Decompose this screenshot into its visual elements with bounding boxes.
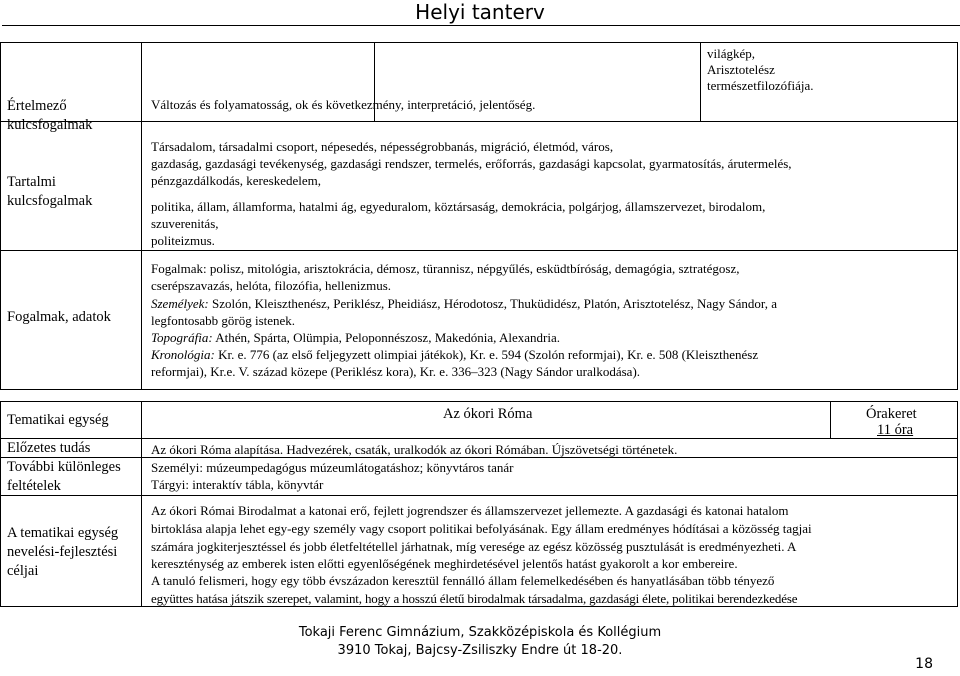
- table-border: [141, 42, 142, 390]
- table-border: [0, 389, 958, 390]
- kronologia-label: Kronológia:: [151, 347, 215, 362]
- label-fogalmak-adatok: Fogalmak, adatok: [7, 309, 111, 325]
- table-border: [0, 42, 1, 390]
- label-ertelmezo-kulcsfogalmak: Értelmező kulcsfogalmak: [7, 98, 93, 133]
- celok-line: együttes hatása játszik szerepet, valamint, hogy a hosszú életű birodalmak társadalma, gazdasági élete, politikai berendezkedése: [151, 591, 798, 606]
- table-border: [957, 401, 958, 607]
- table-border: [141, 401, 142, 607]
- footer-school-name: Tokaji Ferenc Gimnázium, Szakközépiskola és Kollégium: [298, 625, 662, 640]
- kronologia-text: Kr. e. 776 (az első feljegyzett olimpiai játékok), Kr. e. 594 (Szolón reformjai), Kr. e. 508 (Kleiszthenész: [214, 347, 759, 362]
- page-header-title: Helyi tanterv: [415, 0, 545, 24]
- tartalmi-line: pénzgazdálkodás, kereskedelem,: [151, 173, 322, 188]
- table-border: [0, 250, 958, 251]
- page-number: 18: [915, 656, 933, 672]
- celok-line: A tanuló felismeri, hogy egy több évszázadon keresztül fennálló állam felemelkedésében és hanyatlásában több tényező: [151, 573, 775, 588]
- table-border: [0, 42, 958, 43]
- table-border: [830, 401, 831, 438]
- topografia-label: Topográfia:: [151, 330, 213, 345]
- tartalmi-line: gazdaság, gazdasági tevékenység, gazdasági rendszer, termelés, erőforrás, gazdasági kapcsolat, gyarmatosítás, árutermelés,: [151, 156, 792, 171]
- table-border: [0, 121, 958, 122]
- kronologia-line: reformjai), Kr.e. V. század közepe (Periklész kora), Kr. e. 336–323 (Nagy Sándor uralkodása).: [151, 364, 641, 379]
- kronologia-line: [151, 347, 758, 363]
- table-border: [0, 495, 958, 496]
- szemelyek-line: [151, 296, 777, 312]
- szemelyi-text: Személyi: múzeumpedagógus múzeumlátogatáshoz; könyvtáros tanár: [151, 460, 514, 475]
- label-celjai: A tematikai egység nevelési-fejlesztési céljai: [7, 525, 119, 579]
- tartalmi-line: politeizmus.: [151, 233, 215, 248]
- fogalmak-line: Fogalmak: polisz, mitológia, arisztokrácia, démosz, türannisz, népgyűlés, esküdtbíróság, demagógia, sztratégosz,: [151, 261, 740, 276]
- table-border: [0, 401, 1, 607]
- szemelyek-label: Személyek:: [151, 296, 209, 311]
- table-border: [700, 42, 701, 121]
- label-elozetes-tudas: Előzetes tudás: [7, 440, 91, 456]
- szemelyek-text: Szolón, Kleiszthenész, Periklész, Pheidiász, Hérodotosz, Thuküdidész, Platón, Arisztotelész, Nagy Sándor, a: [208, 296, 777, 311]
- label-tematikai-egyseg: Tematikai egység: [7, 412, 109, 428]
- orakeret-value: 11 óra: [877, 422, 914, 438]
- unit-title: Az ókori Róma: [443, 406, 533, 422]
- celok-line: Az ókori Római Birodalmat a katonai erő, fejlett jogrendszer és államszervezet jellemezte. A gazdasági és katonai hatalom: [151, 503, 789, 518]
- fogalmak-line: cserépszavazás, helóta, filozófia, hellenizmus.: [151, 278, 392, 293]
- tartalmi-line: politika, állam, államforma, hatalmi ág, egyeduralom, köztársaság, demokrácia, polgárjog, államszervezet, birodalom,: [151, 199, 766, 214]
- topografia-line: [151, 330, 560, 346]
- celok-line: birtoklása alapja lehet egy-egy személy vagy csoport politikai befolyásának. Egy állam eredményes hódításai a közösség tagjai: [151, 521, 812, 536]
- elozetes-text: Az ókori Róma alapítása. Hadvezérek, csaták, uralkodók az ókori Rómában. Újszövetségi történetek.: [151, 442, 678, 457]
- tartalmi-line: Társadalom, társadalmi csoport, népesedés, népességrobbanás, migráció, életmód, város,: [151, 139, 614, 154]
- orakeret-label: Órakeret: [866, 406, 917, 422]
- celok-line: kereszténység az emberek isten előtti egyenlőségének meghirdetésével jelentős hatást gyakorolt a kor embereire.: [151, 556, 738, 571]
- ertelmezo-text: Változás és folyamatosság, ok és következmény, interpretáció, jelentőség.: [151, 97, 536, 112]
- header-rule: [2, 25, 960, 26]
- table-border: [957, 42, 958, 390]
- table-border: [0, 401, 958, 402]
- topografia-text: Athén, Spárta, Olümpia, Peloponnészosz, Makedónia, Alexandria.: [212, 330, 560, 345]
- footer-address: 3910 Tokaj, Bajcsy-Zsiliszky Endre út 18-20.: [337, 643, 623, 658]
- table-border: [0, 438, 958, 439]
- continuation-line: világkép,: [707, 46, 756, 61]
- tartalmi-line: szuverenitás,: [151, 216, 219, 231]
- continuation-line: Arisztotelész: [707, 62, 775, 77]
- szemelyek-line: legfontosabb görög istenek.: [151, 313, 296, 328]
- continuation-line: természetfilozófiája.: [707, 78, 814, 93]
- celok-line: számára jogkiterjesztéssel és jobb életfeltétellel járhatnak, míg veresége az egész közösség pusztulását is eredményezheti. A: [151, 539, 797, 554]
- label-tovabbi-feltetelek: További különleges feltételek: [7, 459, 121, 494]
- targyi-text: Tárgyi: interaktív tábla, könyvtár: [151, 477, 324, 492]
- label-tartalmi-kulcsfogalmak: Tartalmi kulcsfogalmak: [7, 174, 93, 209]
